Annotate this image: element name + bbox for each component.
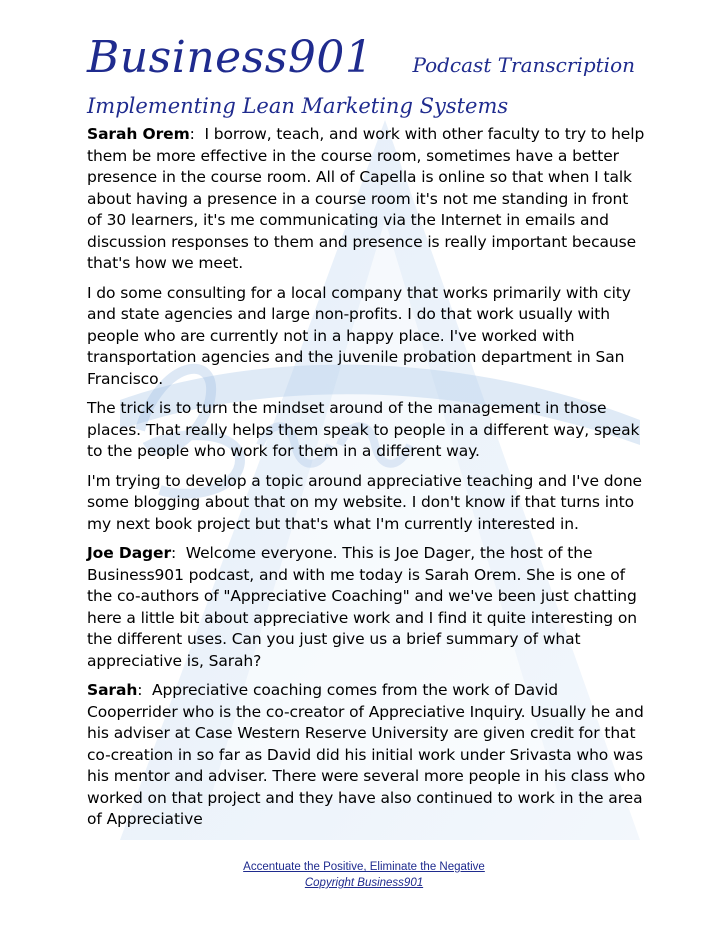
document-page [87,30,647,839]
document-title: Implementing Lean Marketing Systems [87,94,509,118]
speaker-separator: : [189,125,205,143]
transcript-paragraph [87,124,647,275]
transcript-paragraph [87,283,647,391]
paragraph-text: Welcome everyone. This is Joe Dager, the host of the Business901 podcast, and with me today is Sarah Orem. She is one of the co-authors of "Appreciative Coaching" and we've been just chatting here a little bit about appreciative work and I find it quite interesting on the different uses. Can you just give us a brief summary of what appreciative is, Sarah? [87,544,637,670]
speaker-separator: : [171,544,186,562]
document-header [87,30,647,86]
paragraph-text: Appreciative coaching comes from the work of David Cooperrider who is the co-creator of Appreciative Inquiry. Usually he and his adviser at Case Western Reserve University are given credit for that co-creation in so far as David did his initial work under Srivasta who was his mentor and adviser. There were several more people in his class who worked on that project and they have also continued to work in the area of Appreciative [87,681,646,828]
tagline-link[interactable]: Accentuate the Positive, Eliminate the Negative [243,861,485,873]
paragraph-text: I do some consulting for a local company that works primarily with city and state agencies and large non-profits. I do that work usually with people who are currently not in a happy place. I've worked with transportation agencies and the juvenile probation department in San Francisco. [87,283,631,388]
speaker-name: Sarah Orem [87,125,190,143]
speaker-name: Joe Dager [87,544,172,562]
paragraph-text: I borrow, teach, and work with other faculty to try to help them be more effective in the course room, sometimes have a better presence in the course room. All of Capella is online so that when I talk about having a presence in a course room it's not me standing in front of 30 learners, it's me communicating via the Internet in emails and discussion responses to them and presence is really important because that's how we meet. [87,125,645,272]
transcript-body [87,124,647,831]
brand-title: Business901 [87,32,374,83]
transcript-paragraph [87,471,647,536]
transcript-paragraph [87,398,647,463]
transcript-paragraph [87,680,647,831]
paragraph-text: The trick is to turn the mindset around of the management in those places. That really helps them speak to people in a different way, speak to the people who work for them in a different way. [87,399,640,460]
document-type: Podcast Transcription [412,53,635,77]
copyright-link[interactable]: Copyright Business901 [304,877,424,889]
speaker-separator: : [137,681,153,699]
speaker-name: Sarah [87,681,138,699]
transcript-paragraph [87,543,647,672]
paragraph-text: I'm trying to develop a topic around appreciative teaching and I've done some blogging about that on my website. I don't know if that turns into my next book project but that's what I'm currently interested in. [87,471,642,533]
page-footer [0,859,728,891]
